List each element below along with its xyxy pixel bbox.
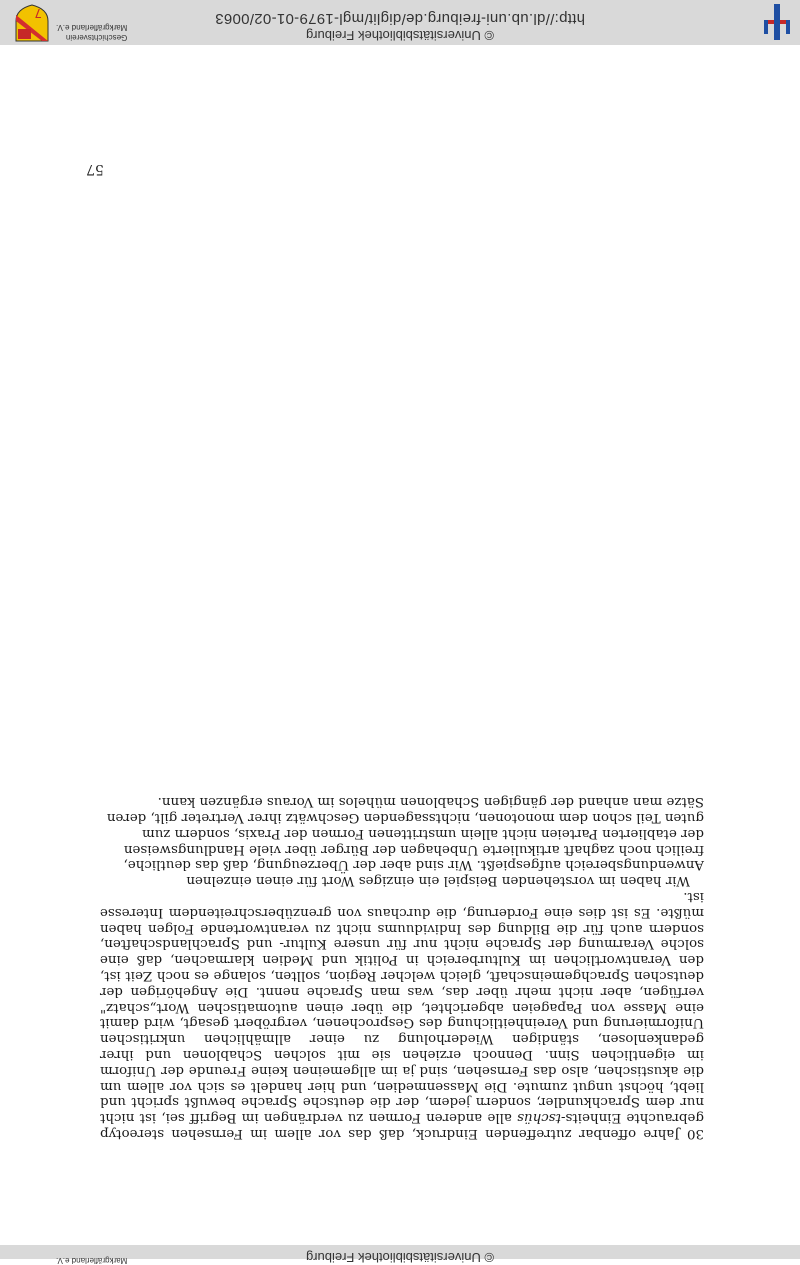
paragraph-1-rest: alle anderen Formen zu verdrängen im Begriff sei, ist nicht nur dem Sprachkundler, sondern jedem, der die deutsche Sprache bewußt spricht und liebt, höchst ungut zumute. Die Massenmedien, und hier handelt es sich vor allem um die akustischen, also das Fernsehen, sind ja im allgemeinen keine Freunde der Uniform im eigentlichen Sinn. Dennoch erziehen sie mit solchen Schablonen und ihrer gedankenlosen, ständigen Wiederholung zu einer allmählichen unkritischen Uniformierung und Vereinheitlichung des Gesprochenen, vergröbert gesagt, wird damit eine Masse von Papageien abgerichtet, die über einen automatischen Wort„schatz" verfügen, aber nicht mehr über das, was man Sprache nennt. Die Angehörigen der deutschen Sprachgemeinschaft, gleich welcher Region, sollten, solange es noch Zeit ist, den Verantwortlichen im Kulturbereich in Politik und Medien klarmachen, daß eine solche Verarmung der Sprache nicht nur für unsere Kultur- und Sprachlandschaften, sondern auch für die Bildung des Individuums nicht zu verantwortende Folgen haben müßte. Es ist dies eine Forderung, die durchaus von grenzüberschreitendem Interesse ist.	[100, 889, 704, 1126]
header-copyright: © Universitätsbibliothek Freiburg	[305, 1250, 495, 1265]
society-name	[56, 22, 127, 42]
society-line-1: Geschichtsverein	[65, 33, 128, 42]
header-bar	[0, 1245, 800, 1265]
header-society-name	[56, 1255, 127, 1265]
document-url[interactable]: http://dl.ub.uni-freiburg.de/diglit/mgl-1979-01-02/0063	[214, 10, 586, 27]
paragraph-1	[100, 888, 704, 1141]
body-text	[100, 793, 704, 1141]
footer-bar	[0, 0, 800, 45]
paragraph-2: Wir haben im vorstehenden Beispiel ein einziges Wort für einen einzelnen Anwendungsbereich aufgespießt. Wir sind aber der Überzeugung, daß das deutliche, freilich noch zaghaft artikulierte Unbehagen der Bürger über viele Handlungsweisen der etablierten Parteien nicht allein umstrittenen Formen der Praxis, sondern zum guten Teil schon dem monotonen, nichtssagenden Geschwätz ihrer Vertreter gilt, deren Sätze man anhand der gängigen Schablonen mühelos im Voraus ergänzen kann.	[106, 794, 704, 889]
society-line-2: Markgräflerland e.V.	[56, 23, 128, 32]
paragraph-1-start: 30 Jahre offenbar zutreffenden Eindruck, daß das vor allem im Fernsehen stereotyp gebrauchte Einheits-	[100, 1110, 704, 1141]
page-number: 57	[86, 161, 104, 177]
header-society-line: Markgräflerland e.V.	[56, 1256, 128, 1265]
geschichtsverein-crest-icon[interactable]	[14, 3, 50, 43]
footer-copyright: © Universitätsbibliothek Freiburg	[305, 28, 495, 43]
document-page	[0, 45, 800, 1245]
svg-text:7: 7	[34, 6, 42, 20]
paragraph-1-italic-word: tschüs	[517, 1110, 561, 1126]
